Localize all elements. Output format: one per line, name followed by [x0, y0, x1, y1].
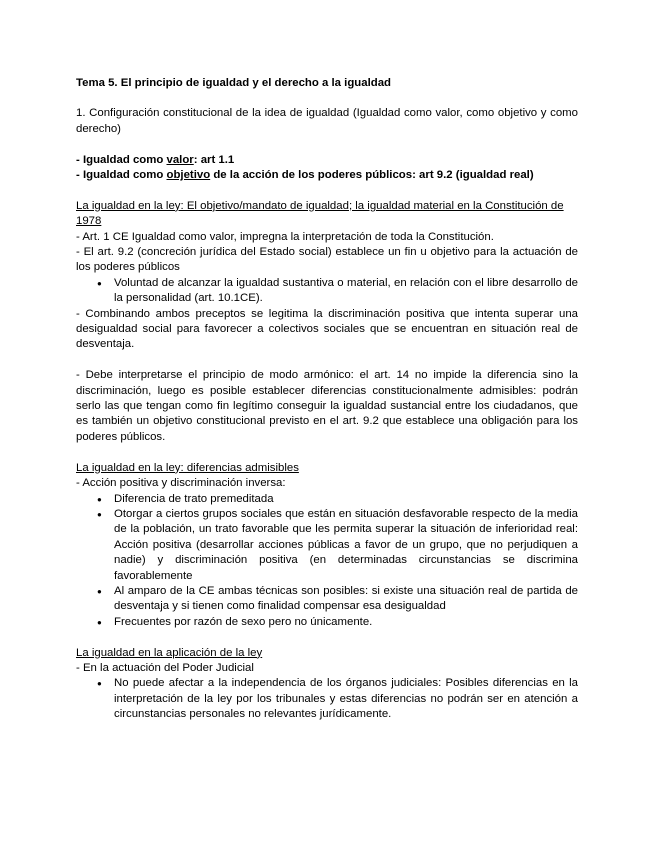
block1-line2: - El art. 9.2 (concreción jurídica del Estado social) establece un fin u objetivo para la actuación de los poderes públicos — [76, 246, 578, 274]
block3-heading: La igualdad en la aplicación de la ley — [76, 646, 263, 659]
section-heading: 1. Configuración constitucional de la idea de igualdad (Igualdad como valor, como objetivo y como derecho) — [76, 107, 578, 135]
list-item: ● Diferencia de trato premeditada — [114, 492, 578, 507]
block3-bullet-list — [76, 676, 578, 722]
list-item: ● Al amparo de la CE ambas técnicas son posibles: si existe una situación real de partida de desventaja y si tienen como finalidad compensar esa desigualdad — [114, 584, 578, 615]
block2-heading: La igualdad en la ley: diferencias admisibles — [76, 461, 299, 474]
document-title: Tema 5. El principio de igualdad y el derecho a la igualdad — [76, 77, 392, 89]
list-item: ● Frecuentes por razón de sexo pero no únicamente. — [114, 615, 578, 630]
block1-line3: - Combinando ambos preceptos se legitima la discriminación positiva que intenta superar una desigualdad social para favorecer a colectivos sociales que se encuentran en situación real de desventaja. — [76, 307, 578, 351]
valor-underlined: valor — [166, 153, 194, 166]
block1-heading: La igualdad en la ley: El objetivo/mandato de igualdad; la igualdad material en la Constitución de 1978 — [76, 199, 564, 228]
objetivo-line — [76, 168, 578, 183]
block2-bullet-list — [76, 492, 578, 631]
list-item: ● Voluntad de alcanzar la igualdad sustantiva o material, en relación con el libre desarrollo de la personalidad (art. 10.1CE). — [114, 276, 578, 307]
block1-paragraph: - Debe interpretarse el principio de modo armónico: el art. 14 no impide la diferencia sino la discriminación, luego es posible establecer diferencias constitucionalmente admisibles: podrán serlo las que tengan como fin legítimo conseguir la igualdad sustancial entre los ciudadanos, que es también un objetivo constitucional previsto en el art. 9.2 que establece una obligación para los poderes públicos. — [76, 369, 578, 443]
block2-line1: - Acción positiva y discriminación inversa: — [76, 477, 286, 490]
valor-prefix: - Igualdad como — [76, 153, 167, 166]
list-item: ● Otorgar a ciertos grupos sociales que están en situación desfavorable respecto de la media de la población, un trato favorable que les permita superar la situación de inferioridad real: Acción positiva (desarrollar acciones públicas a favor de un grupo, que no perjudiquen a nadie) y discriminación positiva (en determinadas circunstancias se discrimina favorablemente — [114, 507, 578, 584]
objetivo-underlined: objetivo — [166, 169, 211, 182]
block1-bullet-list — [76, 276, 578, 307]
block1-line1: - Art. 1 CE Igualdad como valor, impregna la interpretación de toda la Constitución. — [76, 230, 494, 243]
objetivo-prefix: - Igualdad como — [76, 169, 167, 182]
block3-line1: - En la actuación del Poder Judicial — [76, 661, 254, 674]
list-item: ● No puede afectar a la independencia de los órganos judiciales: Posibles diferencias en la interpretación de la ley por los tribunales y estas diferencias no podrán ser en atención a circunstancias personales no relevantes jurídicamente. — [114, 676, 578, 722]
valor-line — [76, 153, 578, 168]
valor-suffix: : art 1.1 — [193, 153, 235, 166]
objetivo-suffix: de la acción de los poderes públicos: art 9.2 (igualdad real) — [210, 169, 534, 182]
document-body — [76, 76, 578, 723]
